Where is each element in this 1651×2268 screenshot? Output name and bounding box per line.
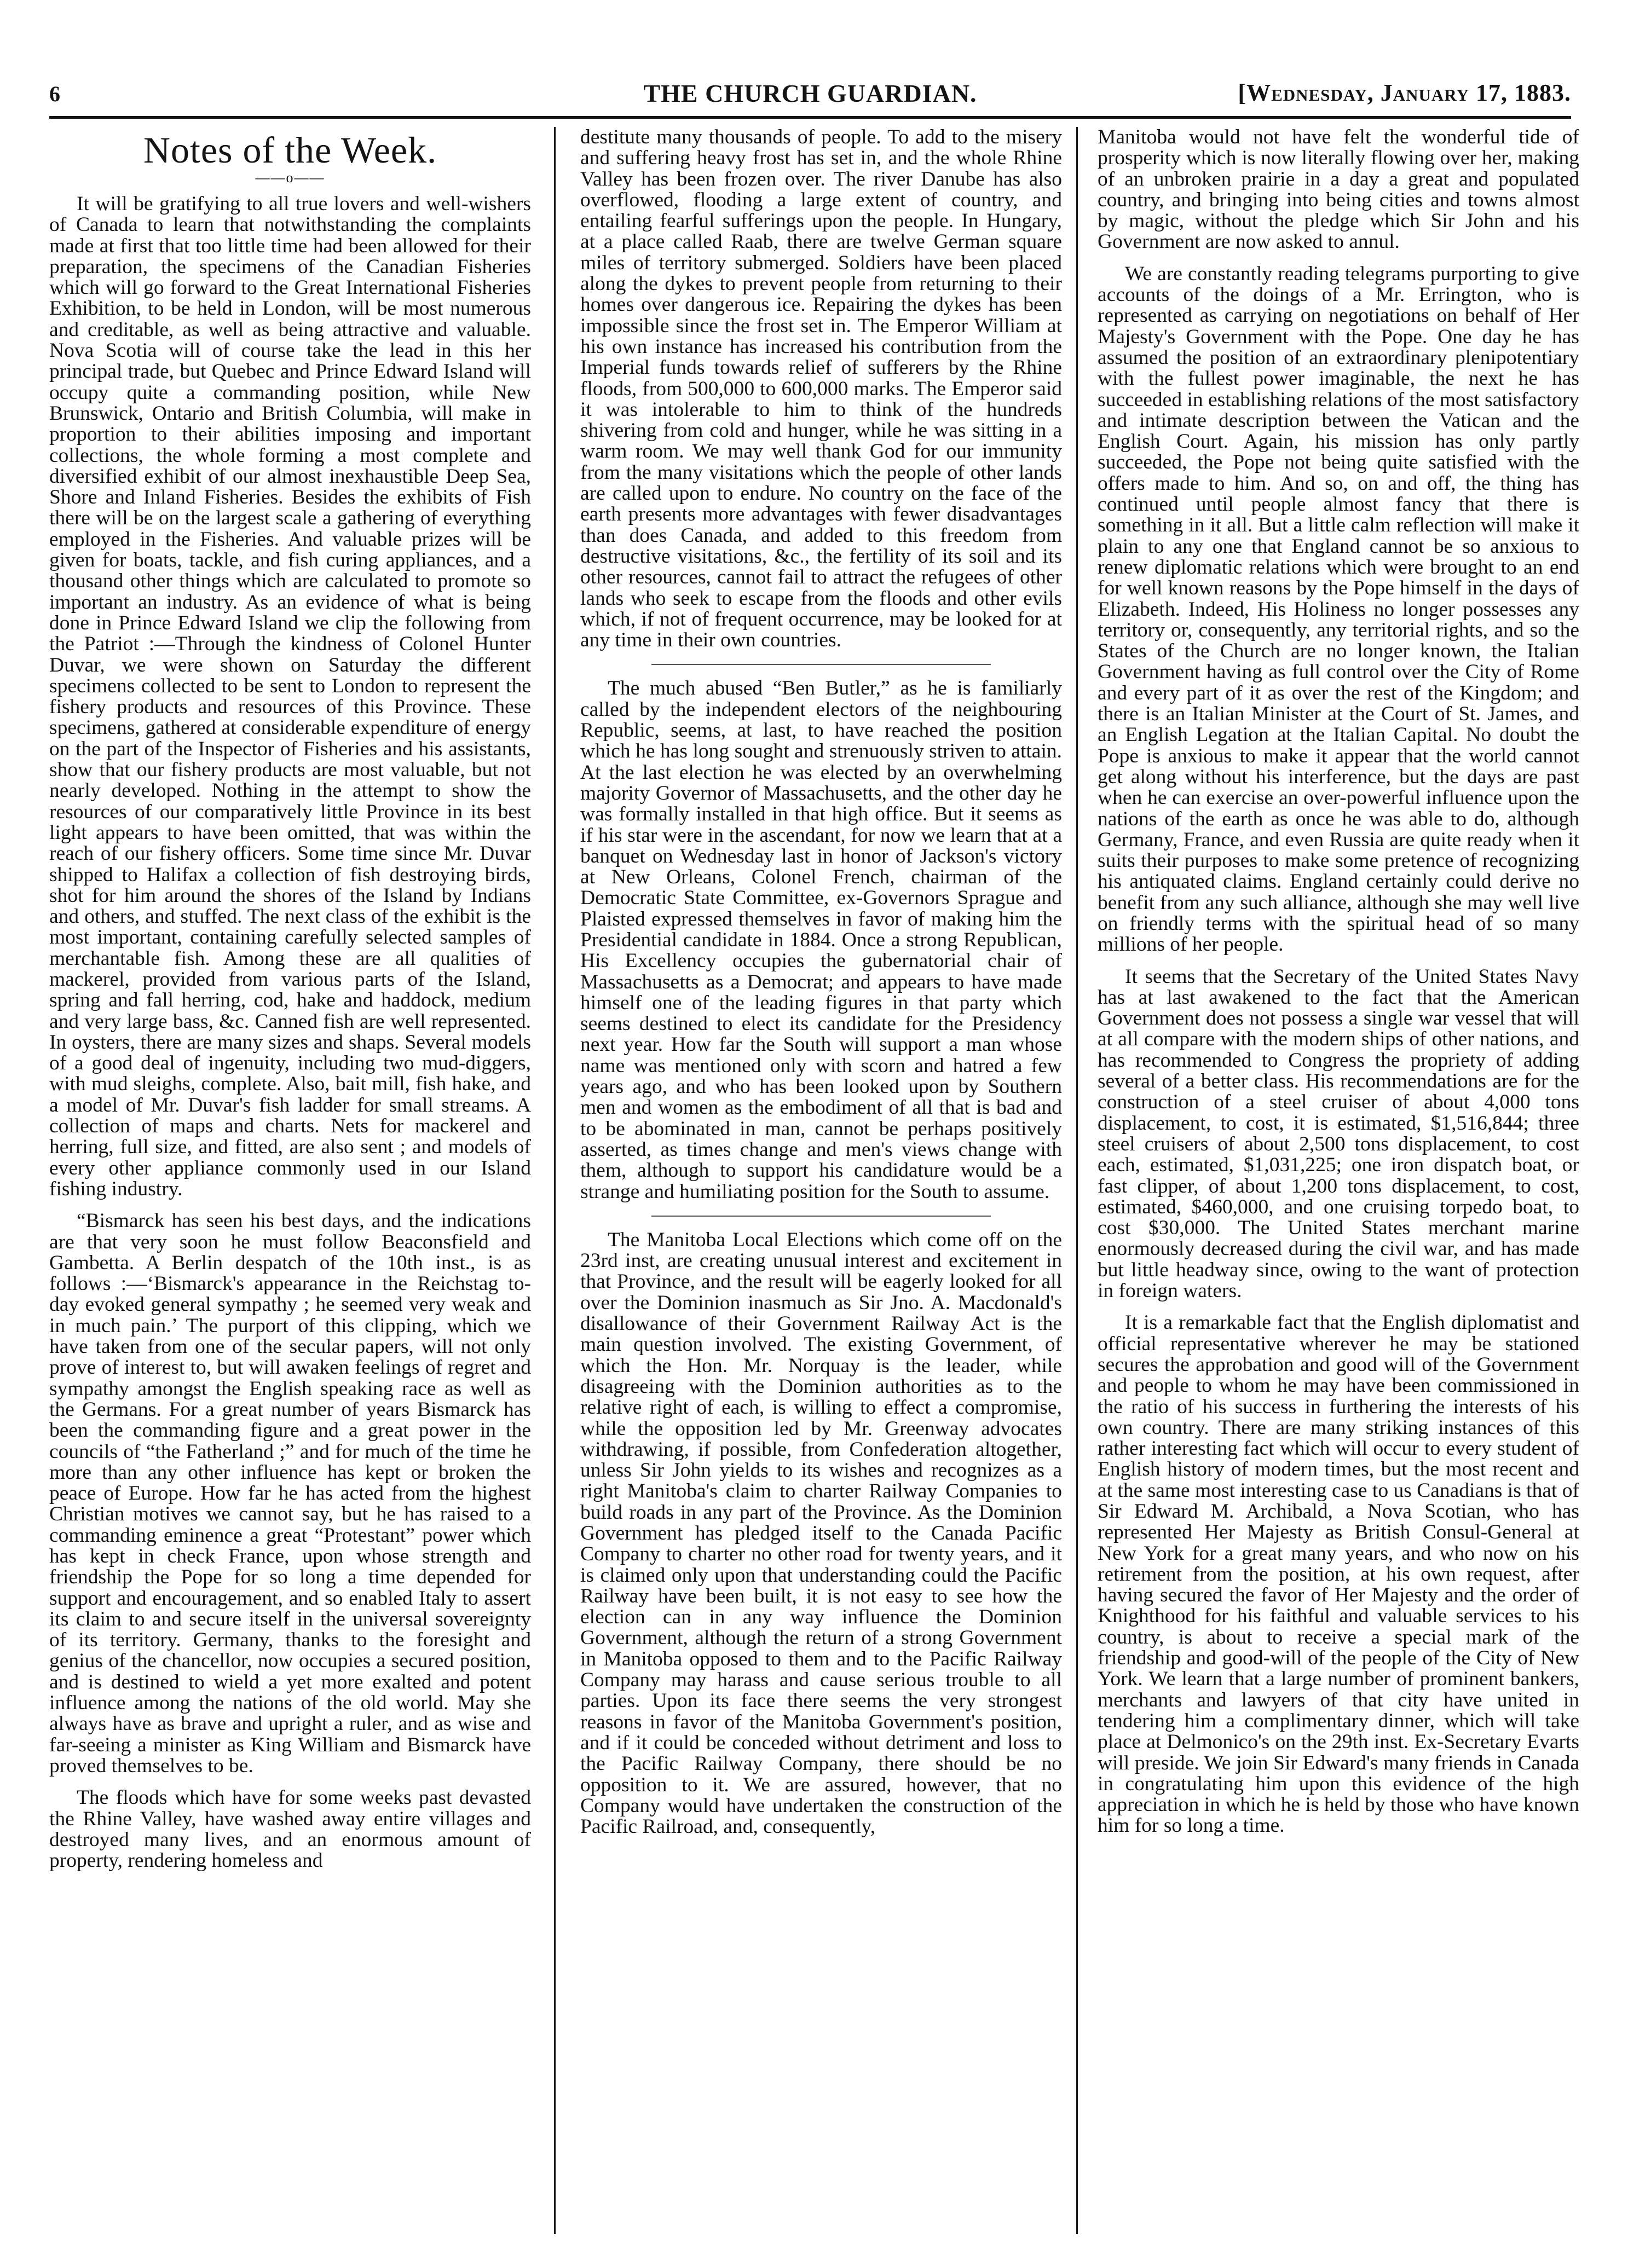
article-archibald: It is a remarkable fact that the English diplomatist and official representative wherever he may be stationed secures the approbation and good will of the Government and people to whom he may have been commissioned in the ratio of his success in furthering the interests of his own country. There are many striking instances of this rather interesting fact which will occur to every student of English history of modern times, but the most recent and at the same most interesting case to us Canadians is that of Sir Edward M. Archibald, a Nova Scotian, who has represented Her Majesty as British Consul-General at New York for a great many years, and who now on his retirement from the position, at his own request, after having secured the favor of Her Majesty and the order of Knighthood for his faithful and valuable services to his country, is about to receive a special mark of the friendship and good-will of the people of the City of New York. We learn that a large number of prominent bankers, merchants and lawyers of that city have united in tendering him a complimentary dinner, which will take place at Delmonico's on the 29th inst. Ex-Secretary Evarts will preside. We join Sir Edward's many friends in Canada in congratulating him upon this evidence of the high appreciation in which he is held by those who have known him for so long a time. (1098, 1311, 1579, 1837)
column-rule-2 (1076, 127, 1078, 2234)
column-1 (49, 127, 531, 2234)
column-rule-1 (554, 127, 556, 2234)
article-rhine-floods-continued: destitute many thousands of people. To add to the misery and suffering heavy frost has set in, and the whole Rhine Valley has been frozen over. The river Danube has also overflowed, flooding a large extent of country, and entailing fearful sufferings upon the people. In Hungary, at a place called Raab, there are twelve German square miles of territory submerged. Soldiers have been placed along the dykes to prevent people from returning to their homes over dangerous ice. Repairing the dykes has been impossible since the frost set in. The Emperor William at his own instance has increased his contribution from the Imperial funds towards relief of sufferers by the Rhine floods, from 500,000 to 600,000 marks. The Emperor said it was intolerable to him to think of the hundreds shivering from cold and hunger, while he was sitting in a warm room. We may well thank God for our immunity from the many visitations which the people of other lands are called upon to endure. No country on the face of the earth presents more advantages with fewer disadvantages than does Canada, and added to this freedom from destructive visitations, &c., the fertility of its soil and its other resources, cannot fail to attract the refugees of other lands who seek to escape from the floods and other evils which, if not of frequent occurrence, may be looked for at any time in their own countries. (580, 127, 1062, 652)
issue-date: [Wednesday, January 17, 1883. (1238, 79, 1571, 106)
newspaper-title: THE CHURCH GUARDIAN. (643, 79, 977, 107)
article-bismarck: “Bismarck has seen his best days, and the indications are that very soon he must follow Beaconsfield and Gambetta. A Berlin despatch of the 10th inst., is as follows :—‘Bismarck's appearance in the Reichstag to-day evoked general sympathy ; he seemed very weak and in much pain.’ The purport of this clipping, which we have taken from one of the secular papers, will not only prove of interest to, but will awaken feelings of regret and sympathy amongst the English speaking race as well as the Germans. For a great number of years Bismarck has been the commanding figure and a great power in the councils of “the Fatherland ;” and for much of the time he more than any other influence has kept or broken the peace of Europe. How far he has acted from the highest Christian motives we cannot say, but he has raised to a commanding eminence a great “Protestant” power which has kept in check France, upon whose strength and friendship the Pope for so long a time depended for support and encouragement, and so enabled Italy to assert its claim to and secure itself in the universal sovereignty of its territory. Germany, thanks to the foresight and genius of the chancellor, now occupies a secured position, and is destined to wield a yet more exalted and potent influence among the nations of the old world. May she always have as brave and upright a ruler, and as wise and far-seeing a minister as King William and Bismarck have proved themselves to be. (49, 1210, 531, 1777)
page-number: 6 (49, 82, 60, 106)
masthead (49, 72, 1571, 111)
header-rule (49, 116, 1571, 119)
article-rhine-floods: The floods which have for some weeks past devasted the Rhine Valley, have washed away entire villages and destroyed many lives, and an enormous amount of property, rendering homeless and (49, 1786, 531, 1872)
article-fisheries-exhibition: It will be gratifying to all true lovers and well-wishers of Canada to learn that notwithstanding the complaints made at first that too little time had been allowed for their preparation, the specimens of the Canadian Fisheries which will go forward to the Great International Fisheries Exhibition, to be held in London, will be most numerous and creditable, as well as being attractive and valuable. Nova Scotia will of course take the lead in this her principal trade, but Quebec and Prince Edward Island will occupy quite a commanding position, while New Brunswick, Ontario and British Columbia, will make in proportion to their abilities imposing and important collections, the whole forming a most complete and diversified exhibit of our almost inexhaustible Deep Sea, Shore and Inland Fisheries. Besides the exhibits of Fish there will be on the largest scale a gathering of everything employed in the Fisheries. And valuable prizes will be given for boats, tackle, and fish curing appliances, and a thousand other things which are calculated to promote so important an industry. As an evidence of what is being done in Prince Edward Island we clip the following from the Patriot :—Through the kindness of Colonel Hunter Duvar, we were shown on Saturday the different specimens collected to be sent to London to represent the fishery products and resources of this Province. These specimens, gathered at considerable expenditure of energy on the part of the Inspector of Fisheries and his assistants, show that our fishery products are most valuable, but not nearly developed. Nothing in the attempt to show the resources of our comparatively little Province in its best light appears to have been omitted, that was within the reach of our fishery officers. Some time since Mr. Duvar shipped to Halifax a collection of fish destroying birds, shot for him around the shores of the Island by Indians and others, and stuffed. The next class of the exhibit is the most important, containing carefully selected samples of merchantable fish. Among these are all qualities of mackerel, provided from various parts of the Island, spring and fall herring, cod, hake and haddock, medium and very large bass, &c. Canned fish are well represented. In oysters, there are many sizes and shaps. Several models of a good deal of ingenuity, including two mud-diggers, with mud sleighs, complete. Also, bait mill, fish hake, and a model of Mr. Duvar's fish ladder for small streams. A collection of maps and charts. Nets for mackerel and herring, full size, and fitted, are also sent ; and models of every other appliance commonly used in our Island fishing industry. (49, 193, 531, 1200)
article-ben-butler: The much abused “Ben Butler,” as he is familiarly called by the independent electors of the neighbouring Republic, seems, at last, to have reached the position which he has long sought and strenuously striven to attain. At the last election he was elected by an overwhelming majority Governor of Massachusetts, and the other day he was formally installed in that high office. But it seems as if his star were in the ascendant, for now we learn that at a banquet on Wednesday last in honor of Jackson's victory at New Orleans, Colonel French, chairman of the Democratic State Committee, ex-Governors Sprague and Plaisted expressed themselves in favor of making him the Presidential candidate in 1884. Once a strong Republican, His Excellency occupies the gubernatorial chair of Massachusetts as a Democrat; and appears to have made himself one of the leading figures in that party which seems destined to elect its candidate for the Presidency next year. How far the South will support a man whose name was mentioned only with scorn and hatred a few years ago, and who has been looked upon by Southern men and women as the embodiment of all that is bad and to be abominated in man, cannot be perhaps positively asserted, as times change and men's views change with them, although to support his candidature would be a strange and humiliating position for the South to assume. (580, 677, 1062, 1203)
article-divider (651, 664, 991, 665)
article-us-navy: It seems that the Secretary of the United States Navy has at last awakened to the fact that the American Government does not possess a single war vessel that will at all compare with the modern ships of other nations, and has recommended to Congress the propriety of adding several of a better class. His recommendations are for the construction of a steel cruiser of about 4,000 tons displacement, to cost, it is estimated, $1,516,844; three steel cruisers of about 2,500 tons displacement, to cost each, estimated, $1,031,225; one iron dispatch boat, or fast clipper, of about 1,200 tons displacement, to cost, estimated, $460,000, and one cruising torpedo boat, to cost $30,000. The United States merchant marine enormously decreased during the civil war, and has made but little headway since, owing to the want of protection in foreign waters. (1098, 965, 1579, 1303)
column-2 (580, 127, 1062, 2234)
heading-ornament: ——o—— (255, 170, 325, 186)
article-errington-vatican: We are constantly reading telegrams purporting to give accounts of the doings of a Mr. Errington, who is represented as carrying on negotiations on behalf of Her Majesty's Government with the Pope. One day he has assumed the position of an extraordinary plenipotentiary with the fullest power imaginable, the next he has succeeded in establishing relations of the most satisfactory and intimate description between the Vatican and the English Court. Again, his mission has only partly succeeded, the Pope not being quite satisfied with the offers made to him. And so, on and off, the thing has continued until people almost fancy that there is something in it all. But a little calm reflection will make it plain to any one that England cannot be so anxious to renew diplomatic relations which were brought to an end for well known reasons by the Pope himself in the days of Elizabeth. Indeed, His Holiness no longer possesses any territory or, consequently, any territorial rights, and so the States of the Church are no longer known, the Italian Government having as full control over the City of Rome and every part of it as over the rest of the Kingdom; and there is an Italian Minister at the Court of St. James, and an English Legation at the Italian Capital. No doubt the Pope is anxious to make it appear that the world cannot get along without his interference, but the days are past when he can exercise an over-powerful influence upon the nations of the earth as once he was able to do, although Germany, France, and even Russia are quite ready when it suits their purposes to make some pretence of recognizing his antiquated claims. England certainly could derive no benefit from any such alliance, although she may well live on friendly terms with the spiritual head of so many millions of her people. (1098, 262, 1579, 956)
section-heading: Notes of the Week. (143, 129, 437, 171)
article-manitoba-continued: Manitoba would not have felt the wonderful tide of prosperity which is now literally flowing over her, making of an unbroken prairie in a day a great and populated country, and bringing into being cities and towns almost by magic, without the pledge which Sir John and his Government are now asked to annul. (1098, 127, 1579, 253)
article-manitoba-elections: The Manitoba Local Elections which come off on the 23rd inst, are creating unusual interest and excitement in that Province, and the result will be eagerly looked for all over the Dominion inasmuch as Sir Jno. A. Macdonald's disallowance of their Government Railway Act is the main question involved. The existing Government, of which the Hon. Mr. Norquay is the leader, while disagreeing with the Dominion authorities as to the relative right of each, is willing to effect a compromise, while the opposition led by Mr. Greenway advocates withdrawing, if possible, from Confederation altogether, unless Sir John yields to its wishes and recognizes as a right Manitoba's claim to charter Railway Companies to build roads in any part of the Province. As the Dominion Government has pledged itself to the Canada Pacific Company to charter no other road for twenty years, and it is claimed only upon that understanding could the Pacific Railway have been built, it is not easy to see how the election can in any way influence the Dominion Government, although the return of a strong Government in Manitoba opposed to them and to the Pacific Railway Company may harass and cause serious trouble to all parties. Upon its face there seems the very strongest reasons in favor of the Manitoba Government's position, and if it could be conceded without detriment and loss to the Pacific Railway Company, there should be no opposition to it. We are assured, however, that no Company would have undertaken the construction of the Pacific Railroad, and, consequently, (580, 1228, 1062, 1838)
article-divider (651, 1216, 991, 1217)
column-3 (1098, 127, 1579, 2234)
